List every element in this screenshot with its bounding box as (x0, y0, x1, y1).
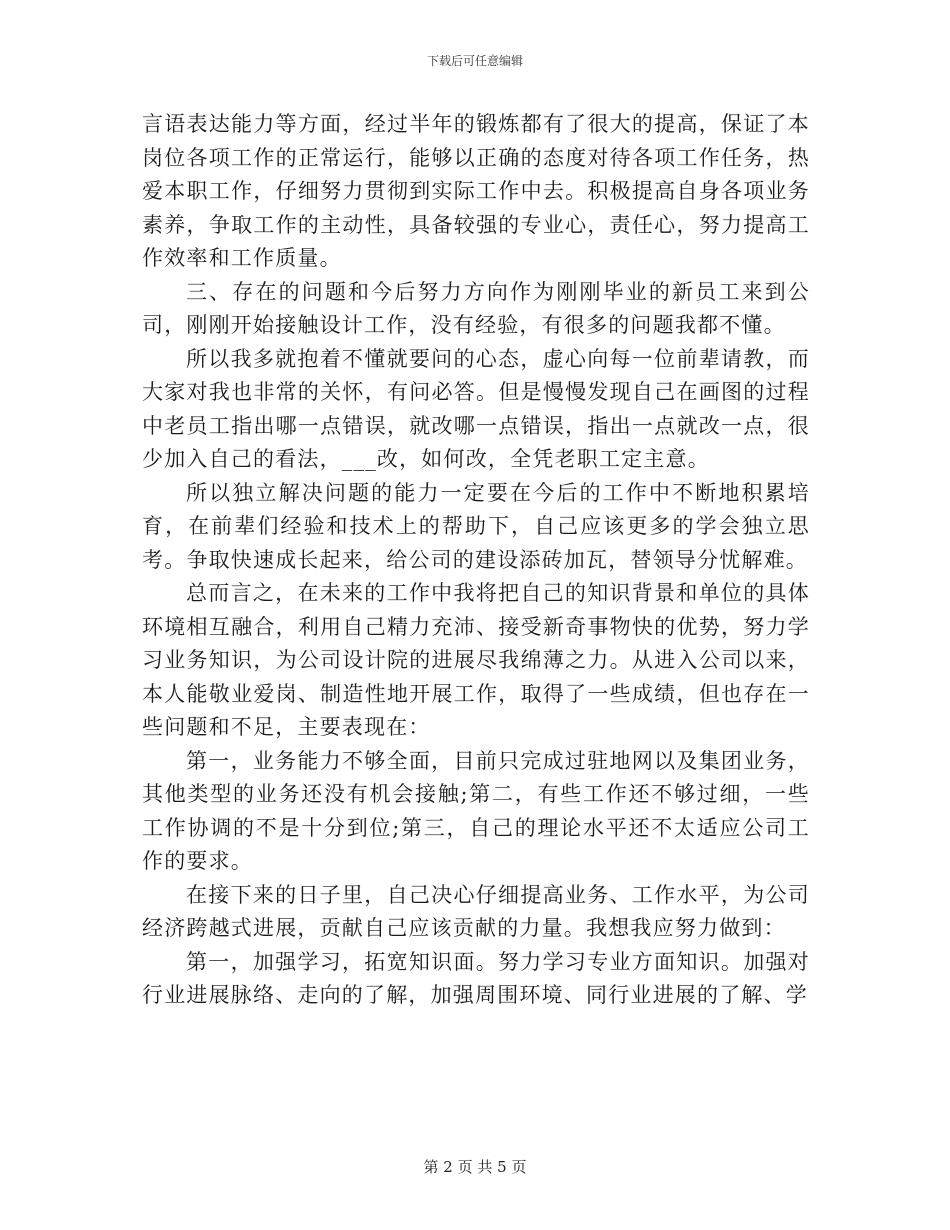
paragraph-continuation: 言语表达能力等方面，经过半年的锻炼都有了很大的提高，保证了本岗位各项工作的正常运行，能够以正确的态度对待各项工作任务，热爱本职工作，仔细努力贯彻到实际工作中去。积极提高自身各项业务素养，争取工作的主动性，具备较强的专业心，责任心，努力提高工作效率和工作质量。 (142, 112, 810, 270)
page-header: 下载后可任意编辑 (426, 54, 523, 68)
document-body (142, 108, 810, 1013)
paragraph-first-goal: 第一，加强学习，拓宽知识面。努力学习专业方面知识。加强对行业进展脉络、走向的了解，加强周围环境、同行业进展的了解、学 (142, 949, 810, 1007)
paragraph-resolution: 在接下来的日子里，自己决心仔细提高业务、工作水平，为公司经济跨越式进展，贡献自己应该贡献的力量。我想我应努力做到： (142, 882, 810, 940)
paragraph-shortcomings: 第一，业务能力不够全面，目前只完成过驻地网以及集团业务，其他类型的业务还没有机会接触;第二，有些工作还不够过细，一些工作协调的不是十分到位;第三，自己的理论水平还不太适应公司工作的要求。 (142, 748, 810, 873)
paragraph-problems-heading: 三、存在的问题和今后努力方向作为刚刚毕业的新员工来到公司，刚刚开始接触设计工作，没有经验，有很多的问题我都不懂。 (142, 279, 810, 337)
page-number: 第 2 页 共 5 页 (423, 1158, 527, 1176)
paragraph-summary: 总而言之，在未来的工作中我将把自己的知识背景和单位的具体环境相互融合，利用自己精力充沛、接受新奇事物快的优势，努力学习业务知识，为公司设计院的进展尽我绵薄之力。从进入公司以来，本人能敬业爱岗、制造性地开展工作，取得了一些成绩，但也存在一些问题和不足，主要表现在： (142, 581, 810, 739)
paragraph-asking-questions: 所以我多就抱着不懂就要问的心态，虚心向每一位前辈请教，而大家对我也非常的关怀，有问必答。但是慢慢发现自己在画图的过程中老员工指出哪一点错误，就改哪一点错误，指出一点就改一点，很少加入自己的看法，___改，如何改，全凭老职工定主意。 (142, 346, 810, 471)
paragraph-independent-solving: 所以独立解决问题的能力一定要在今后的工作中不断地积累培育，在前辈们经验和技术上的帮助下，自己应该更多的学会独立思考。争取快速成长起来，给公司的建设添砖加瓦，替领导分忧解难。 (142, 480, 810, 572)
